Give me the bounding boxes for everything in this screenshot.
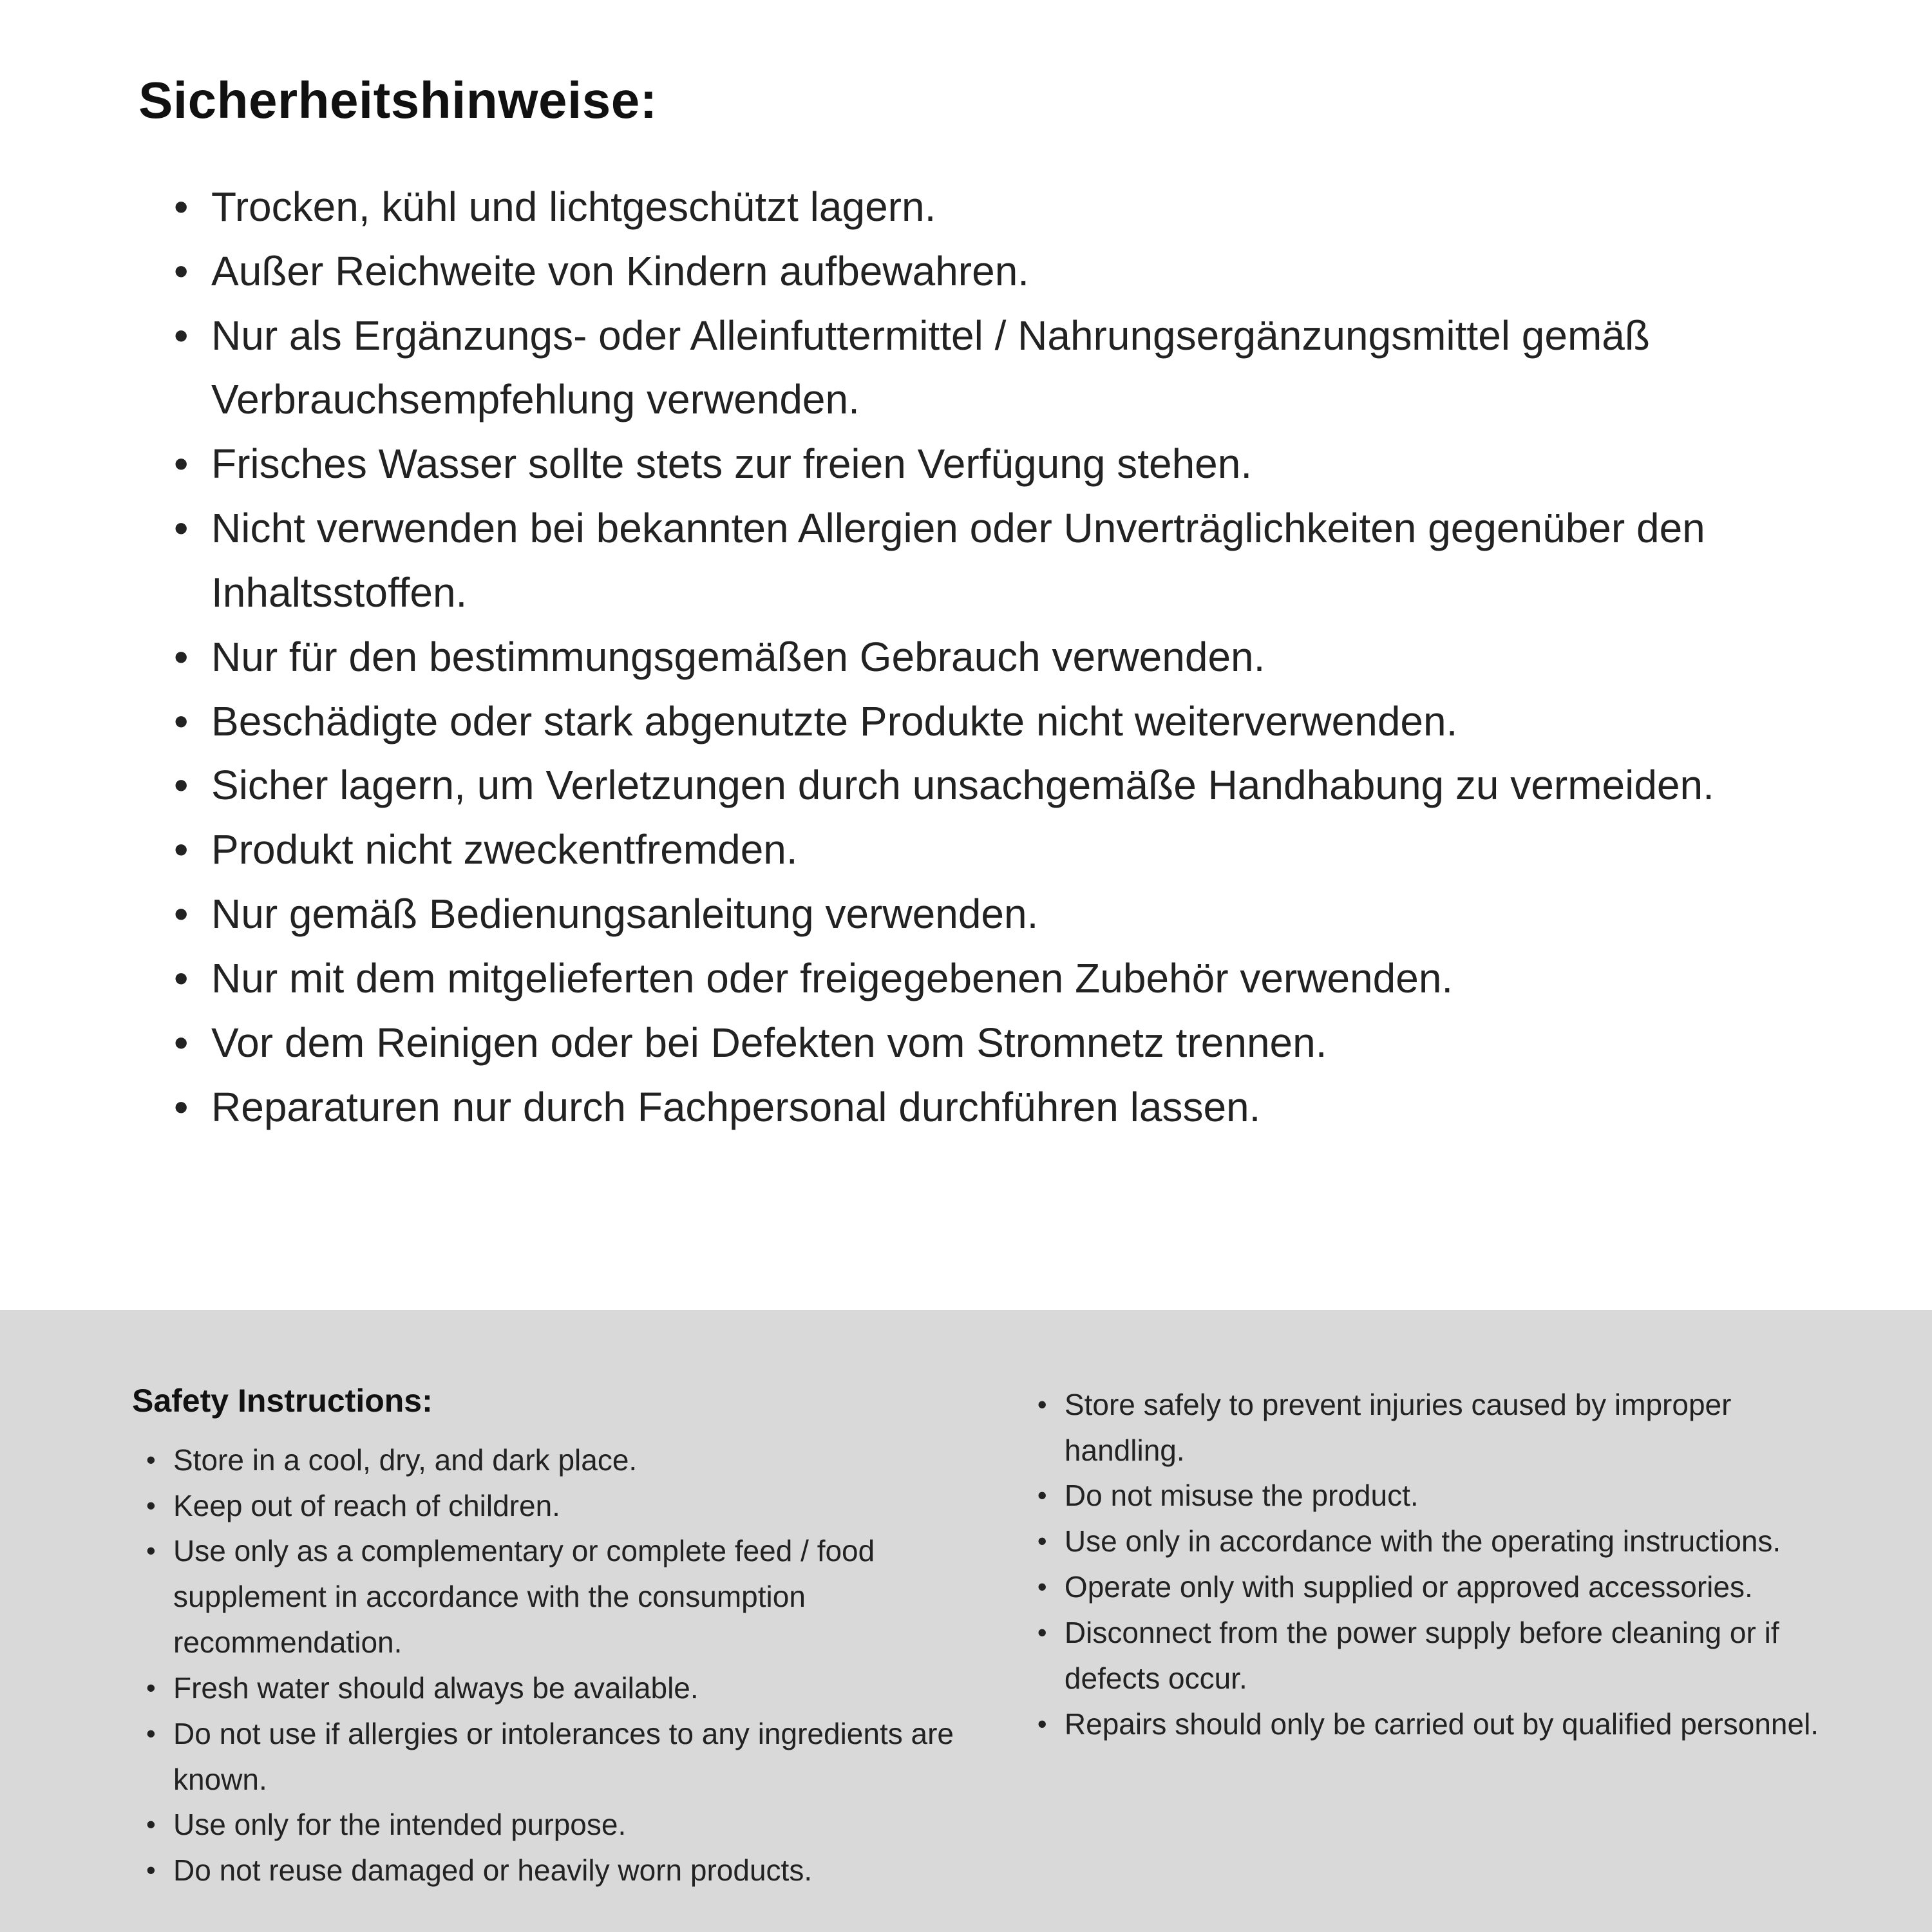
- bullet-icon: •: [1037, 1526, 1047, 1557]
- list-item-text: Repairs should only be carried out by qualified personnel.: [1064, 1707, 1819, 1741]
- bullet-icon: •: [174, 1083, 189, 1130]
- list-item-text: Store in a cool, dry, and dark place.: [173, 1443, 638, 1477]
- bullet-icon: •: [146, 1718, 156, 1748]
- list-item: [1037, 1701, 1835, 1747]
- bullet-icon: •: [146, 1490, 156, 1520]
- bullet-icon: •: [146, 1535, 156, 1566]
- bullet-icon: •: [174, 505, 189, 552]
- bullet-icon: •: [174, 826, 189, 873]
- english-right-column: [1037, 1382, 1835, 1893]
- list-item: [174, 175, 1816, 240]
- list-item: [1037, 1610, 1835, 1701]
- bullet-icon: •: [174, 762, 189, 809]
- list-item: [146, 1711, 980, 1803]
- list-item-text: Reparaturen nur durch Fachpersonal durchführen lassen.: [211, 1083, 1261, 1130]
- list-item-text: Fresh water should always be available.: [173, 1671, 699, 1705]
- list-item: [146, 1848, 980, 1893]
- list-item: [174, 818, 1816, 882]
- bullet-icon: •: [146, 1809, 156, 1840]
- list-item-text: Sicher lagern, um Verletzungen durch unsachgemäße Handhabung zu vermeiden.: [211, 762, 1714, 809]
- bullet-icon: •: [146, 1444, 156, 1475]
- list-item-text: Beschädigte oder stark abgenutzte Produkte nicht weiterverwenden.: [211, 697, 1458, 744]
- bullet-icon: •: [174, 440, 189, 488]
- bullet-icon: •: [1037, 1708, 1047, 1739]
- bullet-icon: •: [174, 1019, 189, 1066]
- bullet-icon: •: [1037, 1480, 1047, 1511]
- english-left-column: [132, 1382, 980, 1893]
- list-item: [174, 304, 1816, 433]
- list-item: [1037, 1519, 1835, 1564]
- list-item: [174, 625, 1816, 690]
- list-item: [146, 1437, 980, 1483]
- bullet-icon: •: [174, 697, 189, 744]
- list-item: [174, 432, 1816, 497]
- list-item: [174, 753, 1816, 818]
- list-item-text: Nur gemäß Bedienungsanleitung verwenden.: [211, 891, 1039, 938]
- english-section-title: Safety Instructions:: [132, 1382, 433, 1419]
- bullet-icon: •: [174, 184, 189, 230]
- bullet-icon: •: [146, 1672, 156, 1703]
- english-safety-section: [0, 1310, 1932, 1932]
- bullet-icon: •: [1037, 1571, 1047, 1602]
- list-item-text: Nur für den bestimmungsgemäßen Gebrauch verwenden.: [211, 633, 1265, 680]
- bullet-icon: •: [1037, 1616, 1047, 1647]
- bullet-icon: •: [1037, 1388, 1047, 1419]
- list-item-text: Use only in accordance with the operating instructions.: [1064, 1524, 1781, 1558]
- german-section-title: Sicherheitshinweise:: [138, 71, 658, 129]
- list-item-text: Nicht verwenden bei bekannten Allergien oder Unverträglichkeiten gegenüber den Inhaltsstoffen.: [211, 505, 1705, 616]
- bullet-icon: •: [174, 891, 189, 938]
- list-item-text: Frisches Wasser sollte stets zur freien Verfügung stehen.: [211, 440, 1253, 488]
- list-item-text: Keep out of reach of children.: [173, 1488, 560, 1522]
- list-item-text: Disconnect from the power supply before cleaning or if defects occur.: [1064, 1615, 1779, 1695]
- english-safety-list-right: [1037, 1382, 1835, 1747]
- list-item: [146, 1528, 980, 1665]
- list-item: [146, 1802, 980, 1848]
- list-item: [1037, 1382, 1835, 1473]
- list-item: [146, 1665, 980, 1711]
- list-item: [1037, 1564, 1835, 1610]
- list-item: [174, 882, 1816, 947]
- list-item-text: Vor dem Reinigen oder bei Defekten vom Stromnetz trennen.: [211, 1019, 1327, 1066]
- bullet-icon: •: [174, 312, 189, 359]
- list-item-text: Operate only with supplied or approved accessories.: [1064, 1570, 1753, 1604]
- list-item: [174, 947, 1816, 1011]
- list-item-text: Nur mit dem mitgelieferten oder freigegebenen Zubehör verwenden.: [211, 954, 1454, 1001]
- list-item-text: Use only for the intended purpose.: [173, 1808, 627, 1842]
- list-item: [1037, 1473, 1835, 1519]
- list-item: [174, 240, 1816, 304]
- list-item-text: Trocken, kühl und lichtgeschützt lagern.: [211, 184, 936, 230]
- bullet-icon: •: [174, 247, 189, 294]
- list-item: [146, 1483, 980, 1529]
- bullet-icon: •: [174, 954, 189, 1001]
- list-item-text: Do not misuse the product.: [1064, 1479, 1419, 1513]
- list-item-text: Produkt nicht zweckentfremden.: [211, 826, 798, 873]
- german-safety-list: [138, 175, 1816, 1139]
- bullet-icon: •: [174, 633, 189, 680]
- list-item-text: Use only as a complementary or complete feed / food supplement in accordance with the consumption recommendation.: [173, 1534, 875, 1660]
- list-item: [174, 1011, 1816, 1075]
- list-item-text: Store safely to prevent injuries caused by improper handling.: [1064, 1387, 1732, 1467]
- list-item-text: Nur als Ergänzungs- oder Alleinfuttermittel / Nahrungsergänzungsmittel gemäß Verbrauchsempfehlung verwenden.: [211, 312, 1650, 423]
- list-item: [174, 1075, 1816, 1140]
- list-item-text: Do not use if allergies or intolerances to any ingredients are known.: [173, 1716, 954, 1796]
- list-item-text: Außer Reichweite von Kindern aufbewahren.: [211, 247, 1030, 294]
- list-item: [174, 690, 1816, 754]
- list-item: [174, 497, 1816, 625]
- bullet-icon: •: [146, 1855, 156, 1886]
- english-safety-list-left: [132, 1437, 980, 1893]
- list-item-text: Do not reuse damaged or heavily worn products.: [173, 1853, 813, 1888]
